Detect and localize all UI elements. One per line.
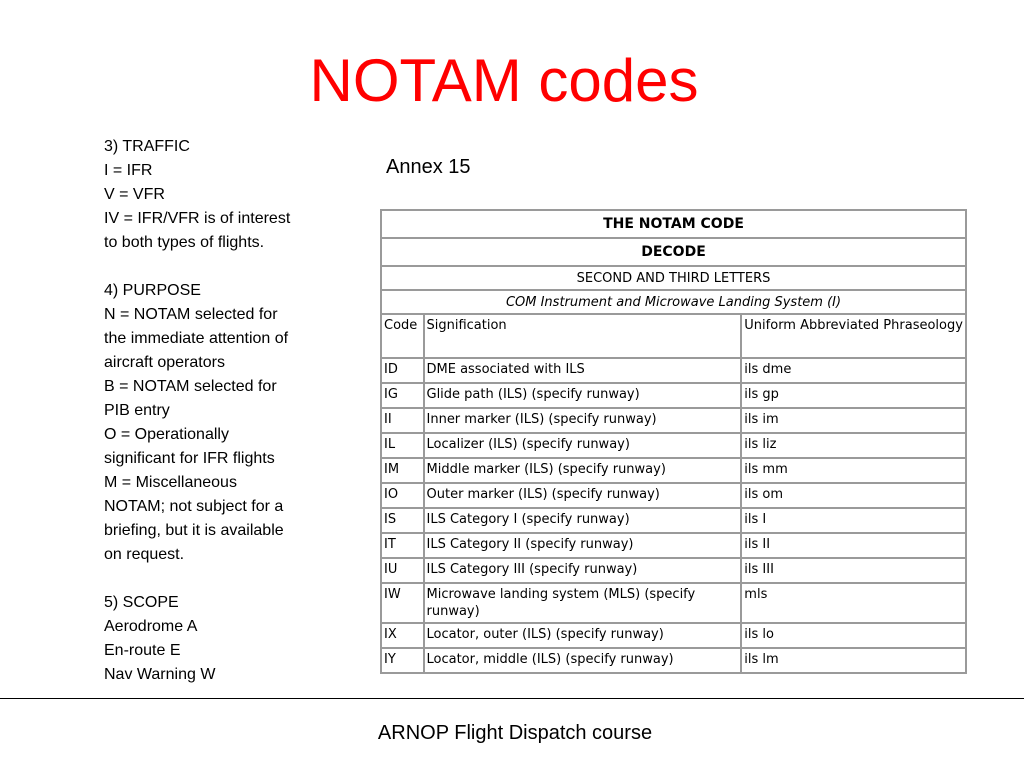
cell-signification: Middle marker (ILS) (specify runway) — [424, 458, 742, 483]
cell-code: IL — [381, 433, 424, 458]
cell-code: IM — [381, 458, 424, 483]
table-header-notam-code: THE NOTAM CODE — [381, 210, 966, 238]
table-row — [381, 583, 966, 623]
purpose-line: N = NOTAM selected for — [104, 306, 278, 323]
table-header-letters: SECOND AND THIRD LETTERS — [381, 266, 966, 290]
table-row — [381, 458, 966, 483]
table-row — [381, 648, 966, 673]
cell-phraseology: mls — [741, 583, 966, 623]
cell-code: ID — [381, 358, 424, 383]
purpose-line: B = NOTAM selected for — [104, 378, 277, 395]
cell-phraseology: ils lo — [741, 623, 966, 648]
slide-title: NOTAM codes — [309, 47, 699, 114]
column-header-code: Code — [381, 314, 424, 358]
cell-phraseology: ils dme — [741, 358, 966, 383]
column-header-signification: Signification — [424, 314, 742, 358]
purpose-line: PIB entry — [104, 402, 170, 419]
scope-line: Nav Warning W — [104, 666, 216, 683]
cell-signification: ILS Category III (specify runway) — [424, 558, 742, 583]
paragraph-gap — [104, 255, 349, 279]
purpose-line: M = Miscellaneous — [104, 474, 237, 491]
purpose-line: briefing, but it is available — [104, 522, 284, 539]
purpose-heading: 4) PURPOSE — [104, 282, 201, 299]
notam-code-table — [380, 209, 967, 674]
cell-signification: Inner marker (ILS) (specify runway) — [424, 408, 742, 433]
purpose-line: aircraft operators — [104, 354, 225, 371]
table-row — [381, 433, 966, 458]
cell-signification: Microwave landing system (MLS) (specify runway) — [424, 583, 742, 623]
table-row — [381, 508, 966, 533]
traffic-line: to both types of flights. — [104, 234, 265, 251]
cell-code: II — [381, 408, 424, 433]
column-header-phraseology: Uniform Abbreviated Phraseology — [741, 314, 966, 358]
cell-signification: Glide path (ILS) (specify runway) — [424, 383, 742, 408]
table-row — [381, 533, 966, 558]
cell-phraseology: ils III — [741, 558, 966, 583]
cell-signification: Outer marker (ILS) (specify runway) — [424, 483, 742, 508]
table-row — [381, 558, 966, 583]
cell-code: IX — [381, 623, 424, 648]
purpose-line: the immediate attention of — [104, 330, 289, 347]
cell-signification: Locator, middle (ILS) (specify runway) — [424, 648, 742, 673]
purpose-line: significant for IFR flights — [104, 450, 275, 467]
cell-code: IT — [381, 533, 424, 558]
cell-signification: ILS Category I (specify runway) — [424, 508, 742, 533]
footer-text: ARNOP Flight Dispatch course — [377, 722, 653, 744]
column-header-row — [381, 314, 966, 358]
cell-phraseology: ils mm — [741, 458, 966, 483]
cell-phraseology: ils I — [741, 508, 966, 533]
cell-phraseology: ils lm — [741, 648, 966, 673]
cell-signification: DME associated with ILS — [424, 358, 742, 383]
table-row — [381, 358, 966, 383]
cell-phraseology: ils om — [741, 483, 966, 508]
cell-code: IG — [381, 383, 424, 408]
cell-code: IO — [381, 483, 424, 508]
traffic-heading: 3) TRAFFIC — [104, 138, 190, 155]
cell-code: IU — [381, 558, 424, 583]
purpose-line: NOTAM; not subject for a — [104, 498, 284, 515]
purpose-line: on request. — [104, 546, 185, 563]
purpose-line: O = Operationally — [104, 426, 229, 443]
traffic-line: IV = IFR/VFR is of interest — [104, 210, 291, 227]
cell-phraseology: ils II — [741, 533, 966, 558]
traffic-line: I = IFR — [104, 162, 153, 179]
scope-heading: 5) SCOPE — [104, 594, 179, 611]
table-row — [381, 623, 966, 648]
scope-line: Aerodrome A — [104, 618, 198, 635]
cell-phraseology: ils gp — [741, 383, 966, 408]
table-header-decode: DECODE — [381, 238, 966, 266]
table-row — [381, 383, 966, 408]
paragraph-gap — [104, 567, 349, 591]
annex-label: Annex 15 — [386, 156, 471, 178]
cell-signification: ILS Category II (specify runway) — [424, 533, 742, 558]
table-row — [381, 408, 966, 433]
cell-phraseology: ils im — [741, 408, 966, 433]
scope-line: En-route E — [104, 642, 181, 659]
traffic-line: V = VFR — [104, 186, 165, 203]
left-text-block — [104, 135, 349, 687]
cell-code: IY — [381, 648, 424, 673]
cell-phraseology: ils liz — [741, 433, 966, 458]
cell-signification: Localizer (ILS) (specify runway) — [424, 433, 742, 458]
cell-signification: Locator, outer (ILS) (specify runway) — [424, 623, 742, 648]
table-row — [381, 483, 966, 508]
footer-divider — [0, 698, 1024, 699]
table-header-category: COM Instrument and Microwave Landing System (I) — [381, 290, 966, 314]
cell-code: IS — [381, 508, 424, 533]
cell-code: IW — [381, 583, 424, 623]
